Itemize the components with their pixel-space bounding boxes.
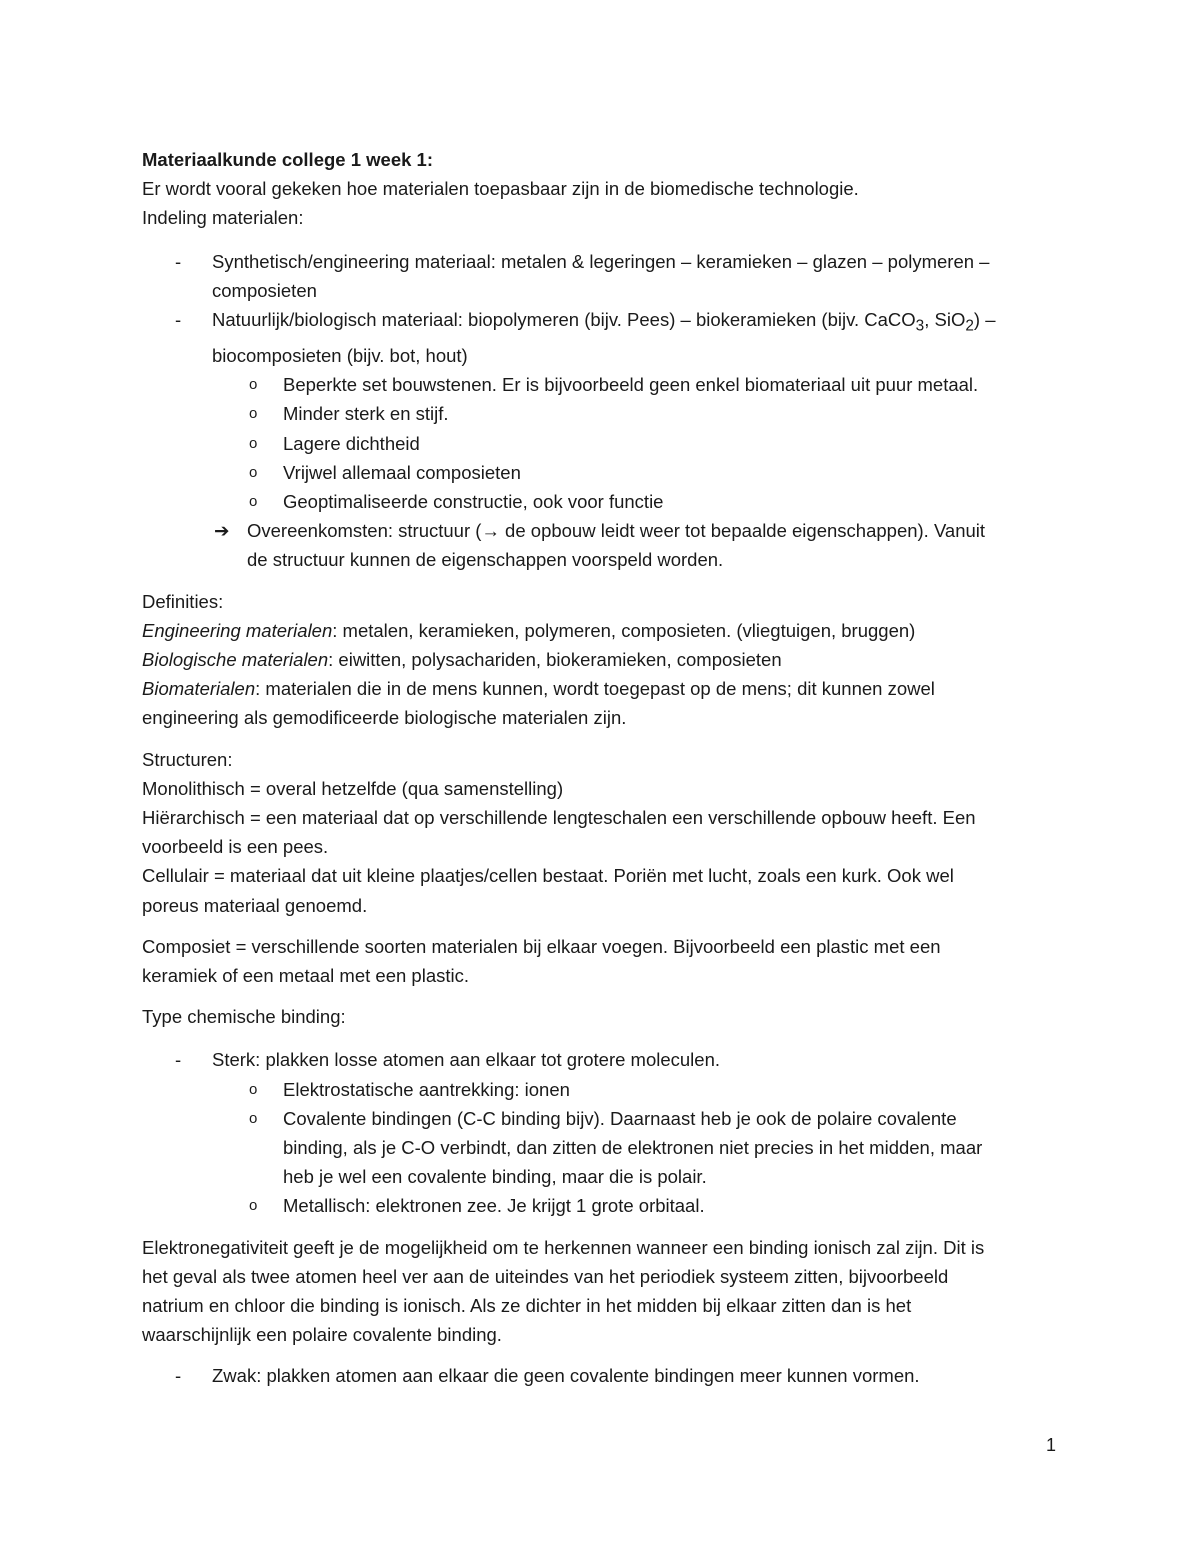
circle-bullet: o [249, 1080, 258, 1098]
composiet-paragraph: Composiet = verschillende soorten materialen bij elkaar voegen. Bijvoorbeeld een plastic met een [142, 935, 941, 957]
document-title: Materiaalkunde college 1 week 1: [142, 149, 433, 170]
structure-hierarchisch: Hiërarchisch = een materiaal dat op verschillende lengteschalen een verschillende opbouw heeft. Een [142, 806, 976, 828]
sub-list-item: o Lagere dichtheid [142, 429, 1062, 458]
circle-bullet: o [249, 463, 258, 481]
circle-bullet: o [249, 405, 258, 423]
circle-bullet: o [249, 434, 258, 452]
arrow-item: ➔ Overeenkomsten: structuur (→ de opbouw leidt weer tot bepaalde eigenschappen). Vanuit [142, 516, 1062, 545]
indeling-heading: Indeling materialen: [142, 207, 304, 229]
definition-continuation: engineering als gemodificeerde biologische materialen zijn. [142, 707, 627, 729]
sub-list-item: o Covalente bindingen (C-C binding bijv). Daarnaast heb je ook de polaire covalente [142, 1104, 1062, 1133]
definition-term: Biomaterialen [142, 678, 256, 700]
intro-line: Er wordt vooral gekeken hoe materialen toepasbaar zijn in de biomedische technologie. [142, 178, 859, 200]
subscript: 2 [965, 317, 974, 335]
definition-engineering: Engineering materialen: metalen, keramieken, polymeren, composieten. (vliegtuigen, bruggen) [142, 619, 916, 641]
arrow-item-continuation: de structuur kunnen de eigenschappen voorspeld worden. [247, 549, 724, 571]
dash-bullet: - [175, 1365, 182, 1387]
subscript: 3 [915, 317, 925, 335]
composiet-continuation: keramiek of een metaal met een plastic. [142, 964, 469, 986]
page-number: 1 [1046, 1435, 1057, 1455]
paragraph-continuation: het geval als twee atomen heel ver aan de uiteindes van het periodiek systeem zitten, bijvoorbeeld [142, 1265, 949, 1287]
list-item: - Zwak: plakken atomen aan elkaar die geen covalente bindingen meer kunnen vormen. [142, 1361, 1062, 1390]
sub-list-item: o Geoptimaliseerde constructie, ook voor functie [142, 487, 1062, 516]
definition-biologisch: Biologische materialen: eiwitten, polysachariden, biokeramieken, composieten [142, 648, 782, 670]
document-body [142, 145, 1062, 1391]
definities-heading: Definities: [142, 590, 224, 612]
list-item: - Sterk: plakken losse atomen aan elkaar tot grotere moleculen. [142, 1045, 1062, 1074]
list-item-continuation: biocomposieten (bijv. bot, hout) [212, 344, 468, 366]
definition-term: Biologische materialen [142, 648, 329, 670]
sub-list-item: o Beperkte set bouwstenen. Er is bijvoorbeeld geen enkel biomateriaal uit puur metaal. [142, 370, 1062, 399]
list-item: - Natuurlijk/biologisch materiaal: biopolymeren (bijv. Pees) – biokeramieken (bijv. CaCO$_3$, SiO$_2$) – [142, 305, 1062, 341]
dash-bullet: - [175, 250, 182, 272]
list-item-continuation: composieten [212, 279, 317, 301]
binding-heading: Type chemische binding: [142, 1006, 346, 1028]
paragraph-continuation: waarschijnlijk een polaire covalente binding. [142, 1324, 502, 1346]
sub-list-item-continuation: binding, als je C-O verbindt, dan zitten de elektronen niet precies in het midden, maar [283, 1136, 983, 1158]
sub-list-item: o Minder sterk en stijf. [142, 399, 1062, 428]
list-item-text: Synthetisch/engineering materiaal: metalen & legeringen – keramieken – glazen – polymeren – [212, 250, 990, 272]
sub-list-item: o Metallisch: elektronen zee. Je krijgt 1 grote orbitaal. [142, 1191, 1062, 1220]
circle-bullet: o [249, 376, 258, 394]
arrow-right-icon: → [481, 520, 500, 542]
definition-biomaterialen: Biomaterialen: materialen die in de mens kunnen, wordt toegepast op de mens; dit kunnen zowel [142, 678, 935, 700]
definition-term: Engineering materialen [142, 619, 333, 641]
paragraph-continuation: natrium en chloor die binding is ionisch. Als ze dichter in het midden bij elkaar zitten dan is het [142, 1295, 912, 1316]
sub-list-item: o Elektrostatische aantrekking: ionen [142, 1075, 1062, 1104]
sub-list-item: o Vrijwel allemaal composieten [142, 458, 1062, 487]
structure-monolithisch: Monolithisch = overal hetzelfde (qua samenstelling) [142, 777, 564, 799]
structure-continuation: poreus materiaal genoemd. [142, 894, 368, 916]
elektronegativiteit-paragraph: Elektronegativiteit geeft je de mogelijkheid om te herkennen wanneer een binding ionisch zal zijn. Dit is [142, 1236, 985, 1258]
circle-bullet: o [249, 1109, 258, 1127]
circle-bullet: o [249, 1197, 258, 1215]
arrow-right-icon: ➔ [214, 520, 230, 542]
list-item [142, 247, 1062, 276]
sub-list-item-continuation: heb je wel een covalente binding, maar die is polair. [283, 1166, 707, 1188]
circle-bullet: o [249, 492, 258, 510]
structure-continuation: voorbeeld is een pees. [142, 836, 329, 858]
dash-bullet: - [175, 1049, 182, 1071]
structuren-heading: Structuren: [142, 748, 233, 770]
dash-bullet: - [175, 309, 182, 331]
structure-cellulair: Cellulair = materiaal dat uit kleine plaatjes/cellen bestaat. Poriën met lucht, zoals een kurk. Ook wel [142, 865, 954, 887]
